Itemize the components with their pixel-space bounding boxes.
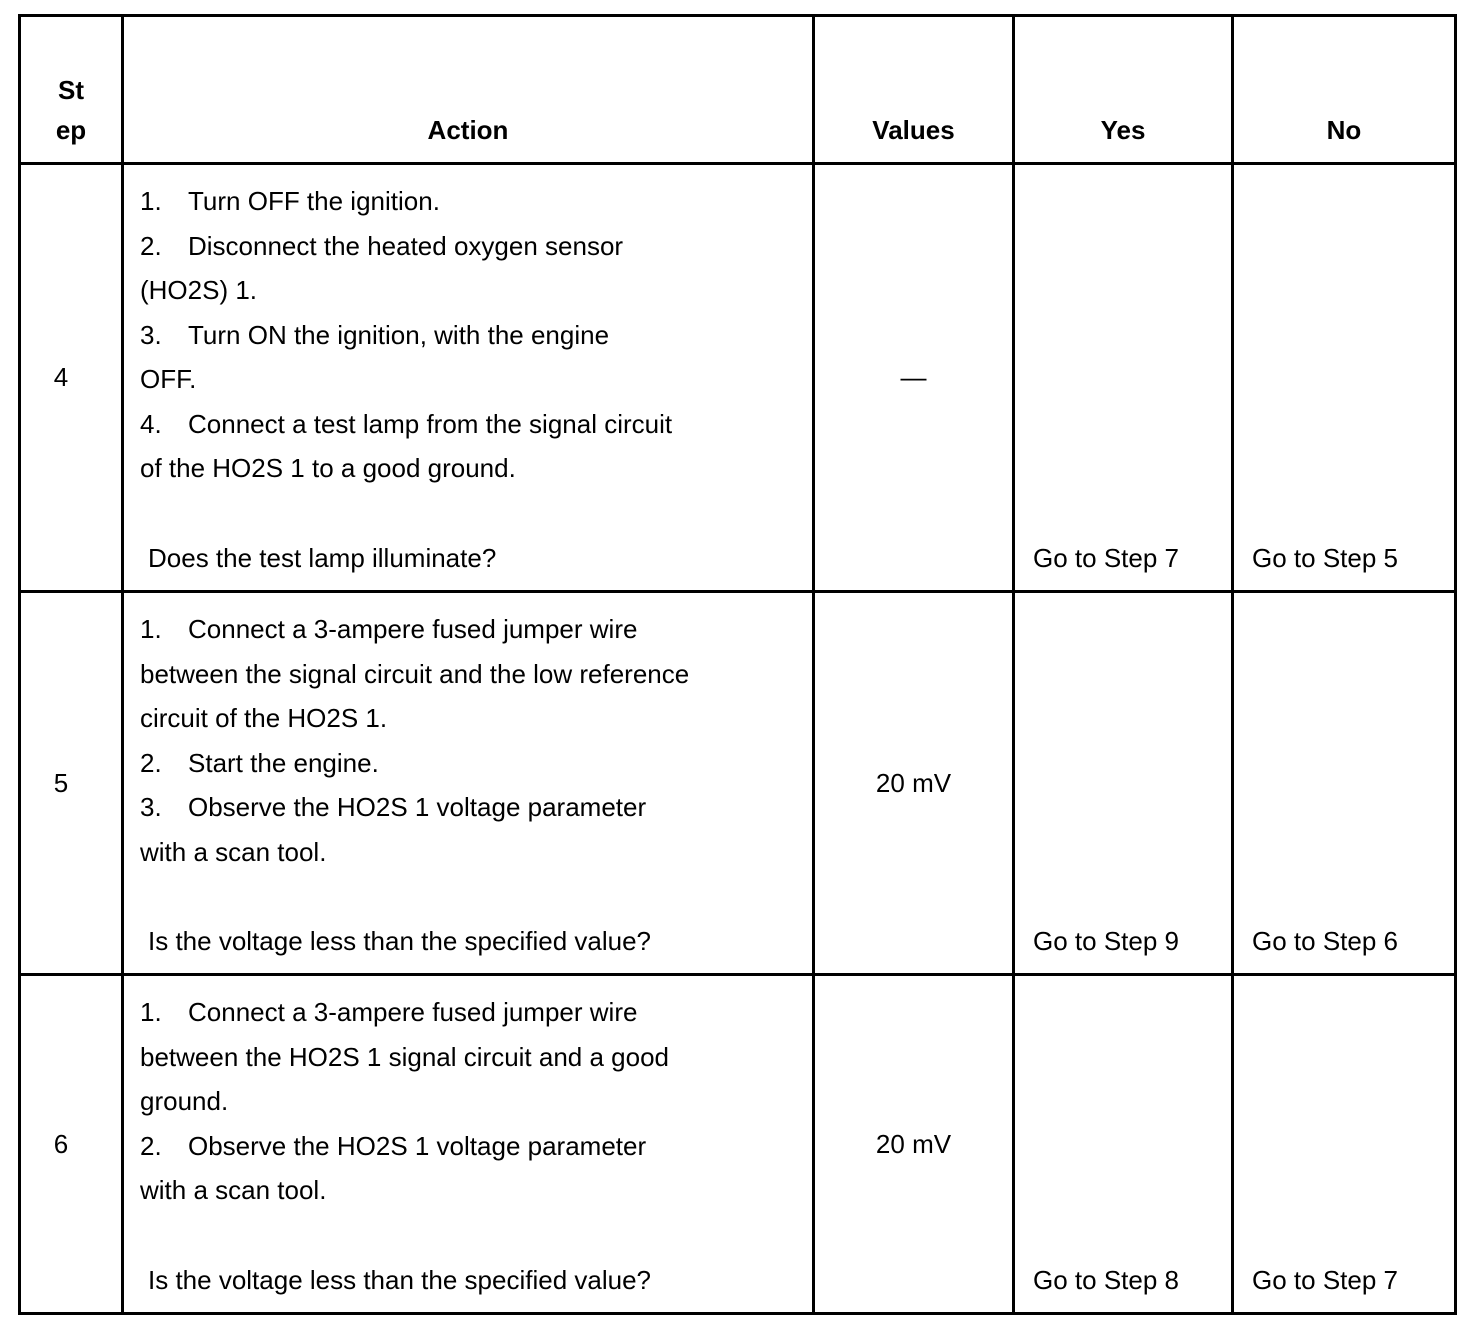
action-line-cont: ground. <box>140 1086 229 1116</box>
action-question: Does the test lamp illuminate? <box>148 542 497 573</box>
table-header-row <box>20 16 1456 164</box>
action-line-cont: circuit of the HO2S 1. <box>140 703 388 733</box>
value-dash: — <box>900 362 927 393</box>
action-question: Is the voltage less than the specified value? <box>148 1264 651 1295</box>
action-line: 2. Observe the HO2S 1 voltage parameter <box>140 1130 647 1161</box>
action-line-cont: OFF. <box>140 364 197 394</box>
action-cell <box>123 975 814 1314</box>
action-line-cont: of the HO2S 1 to a good ground. <box>140 453 516 483</box>
header-no: No <box>1233 16 1456 164</box>
action-line-cont: with a scan tool. <box>140 1175 327 1205</box>
no-cell: Go to Step 7 <box>1233 975 1456 1314</box>
action-cell <box>123 592 814 975</box>
action-line: 1. Turn OFF the ignition. <box>140 186 440 216</box>
yes-cell: Go to Step 8 <box>1014 975 1233 1314</box>
table-row <box>20 164 1456 592</box>
step-number: 4 <box>20 164 123 592</box>
header-step: St ep <box>20 16 123 164</box>
step-number: 5 <box>20 592 123 975</box>
action-line: 2. Start the engine. <box>140 747 379 778</box>
no-cell: Go to Step 5 <box>1233 164 1456 592</box>
action-question: Is the voltage less than the specified value? <box>148 925 651 956</box>
action-line: 1. Connect a 3-ampere fused jumper wire <box>140 997 638 1027</box>
action-line-cont: between the HO2S 1 signal circuit and a good <box>140 1041 670 1072</box>
header-yes: Yes <box>1014 16 1233 164</box>
value-cell <box>814 164 1014 592</box>
action-line: 4. Connect a test lamp from the signal circuit <box>140 408 673 439</box>
action-line-cont: between the signal circuit and the low reference <box>140 658 690 689</box>
action-line: 2. Disconnect the heated oxygen sensor <box>140 230 624 261</box>
step-number: 6 <box>20 975 123 1314</box>
action-line: 1. Connect a 3-ampere fused jumper wire <box>140 614 638 644</box>
no-cell: Go to Step 6 <box>1233 592 1456 975</box>
yes-cell: Go to Step 7 <box>1014 164 1233 592</box>
action-line-cont: with a scan tool. <box>140 836 327 867</box>
header-action: Action <box>123 16 814 164</box>
action-cell <box>123 164 814 592</box>
table-row <box>20 592 1456 975</box>
yes-cell: Go to Step 9 <box>1014 592 1233 975</box>
header-values: Values <box>814 16 1014 164</box>
action-line-cont: (HO2S) 1. <box>140 275 258 305</box>
table-row <box>20 975 1456 1314</box>
action-line: 3. Turn ON the ignition, with the engine <box>140 319 610 350</box>
diagnostic-table <box>18 14 1457 1315</box>
value-cell: 20 mV <box>814 592 1014 975</box>
value-cell: 20 mV <box>814 975 1014 1314</box>
action-line: 3. Observe the HO2S 1 voltage parameter <box>140 792 647 822</box>
